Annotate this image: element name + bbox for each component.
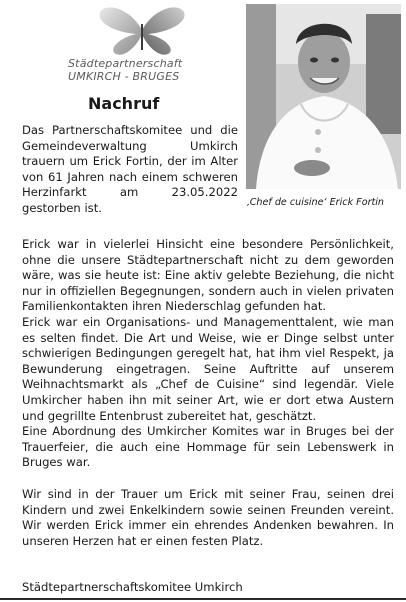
- paragraph-personality: Erick war in vielerlei Hinsicht eine besondere Persönlichkeit, ohne die unsere Städtepartnerschaft nicht zu dem geworden wäre, was sie heute ist: Eine aktiv gelebte Beziehung, die nicht nur in offiziellen Begegnungen, sondern auch in vielen privaten Familienkontakten ihren Niederschlag gefunden hat.: [22, 237, 394, 314]
- paragraph-mourning: Wir sind in der Trauer um Erick mit seiner Frau, seinen drei Kindern und zwei Enkelkindern sowie seinen Freunden vereint. Wir werden Erick immer ein ehrendes Andenken bewahren. In unseren Herzen hat er einen festen Platz.: [22, 486, 394, 548]
- article-title: Nachruf: [88, 94, 160, 113]
- paragraph-talent: Erick war ein Organisations- und Managementtalent, wie man es selten findet. Die Art und Weise, wie er Dinge selbst unter schwierigen Bedingungen geregelt hat, hat ihm viel Respekt, ja Bewunderung eingetragen. Seine Auftritte auf unserem Weihnachtsmarkt als „Chef de Cuisine“ sind legendär. Viele Umkircher haben ihn mit seiner Art, wie er dort etwa Austern und gegrillte Entenbrust zubereitet hat, geschätzt.: [22, 314, 394, 423]
- logo-title: Städtepartnerschaft: [68, 57, 183, 70]
- bottom-divider: [0, 598, 406, 600]
- partnership-logo: [18, 4, 228, 84]
- logo-subtitle: UMKIRCH - BRUGES: [68, 70, 180, 83]
- intro-paragraph: Das Partnerschaftskomitee und die Gemeindeverwaltung Umkirch trauern um Erick Fortin, der im Alter von 61 Jahren nach einem schweren Herzinfarkt am 23.05.2022 gestorben ist.: [22, 123, 238, 215]
- butterfly-icon: [96, 4, 188, 56]
- paragraph-funeral: Eine Abordnung des Umkircher Komites war in Bruges bei der Trauerfeier, die auch eine Hommage für sein Lebenswerk in Bruges war.: [22, 424, 394, 470]
- signature: Städtepartnerschaftskomitee Umkirch: [22, 580, 243, 594]
- chef-photo: [246, 4, 401, 189]
- article-body: [22, 237, 394, 549]
- photo-caption: ‚Chef de cuisine‘ Erick Fortin: [247, 197, 385, 208]
